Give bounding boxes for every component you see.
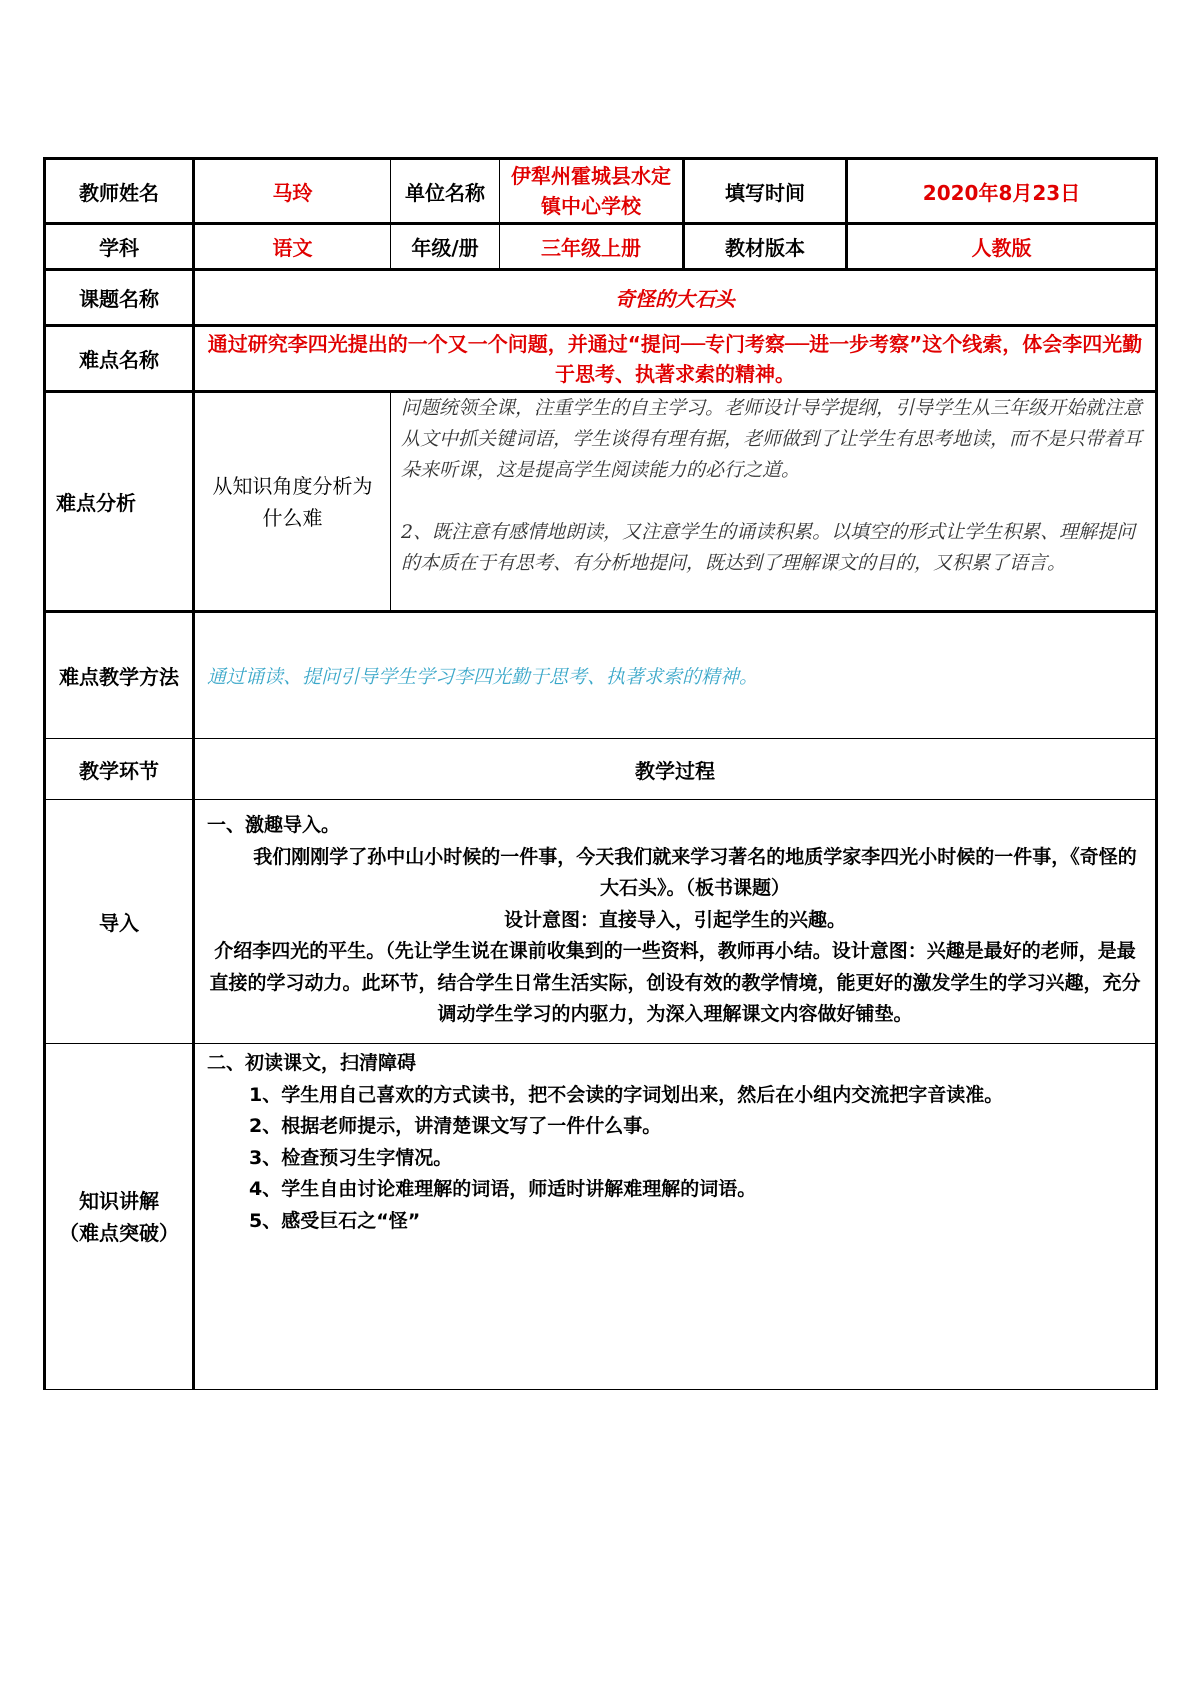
method-label: 难点教学方法 (45, 612, 194, 739)
subject-label: 学科 (45, 224, 194, 270)
knowledge-item: 4、学生自由讨论难理解的词语，师适时讲解难理解的词语。 (249, 1178, 757, 1200)
subject-value: 语文 (194, 224, 391, 270)
grade-label: 年级/册 (391, 224, 500, 270)
knowledge-item: 3、检查预习生字情况。 (249, 1146, 453, 1169)
topic-value: 奇怪的大石头 (194, 270, 1157, 326)
fill-date-value: 2020年8月23日 (847, 159, 1157, 224)
knowledge-label-line-2: （难点突破） (59, 1220, 179, 1245)
knowledge-item: 2、根据老师提示，讲清楚课文写了一件什么事。 (249, 1115, 662, 1137)
edition-label: 教材版本 (684, 224, 847, 270)
analysis-sub-label: 从知识角度分析为什么难 (194, 392, 391, 612)
knowledge-item: 1、学生用自己喜欢的方式读书，把不会读的字词划出来，然后在小组内交流把字音读准。 (249, 1083, 1004, 1106)
analysis-paragraph-1: 问题统领全课，注重学生的自主学习。老师设计导学提纲，引导学生从三年级开始就注意从文中抓关键词语，学生谈得有理有据，老师做到了让学生有思考地读，而不是只带着耳朵来听课，这是提高学生阅读能力的必行之道。 (401, 397, 1143, 481)
analysis-label: 难点分析 (45, 392, 194, 612)
knowledge-content (194, 1044, 1157, 1390)
intro-line-1: 我们刚刚学了孙中山小时候的一件事，今天我们就来学习著名的地质学家李四光小时候的一件事，《奇怪的大石头》。（板书课题） (253, 845, 1137, 899)
edition-value: 人教版 (847, 224, 1157, 270)
intro-line-3: 介绍李四光的平生。（先让学生说在课前收集到的一些资料，教师再小结。设计意图：兴趣是最好的老师，是最直接的学习动力。此环节，结合学生日常生活实际，创设有效的教学情境，能更好的激发学生的学习兴趣，充分调动学生学习的内驱力，为深入理解课文内容做好铺垫。 (209, 940, 1141, 1025)
intro-label: 导入 (45, 800, 194, 1044)
difficulty-value: 通过研究李四光提出的一个又一个问题，并通过“提问──专门考察──进一步考察”这个线索，体会李四光勤于思考、执著求索的精神。 (194, 326, 1157, 392)
fill-date-label: 填写时间 (684, 159, 847, 224)
topic-label: 课题名称 (45, 270, 194, 326)
unit-name-label: 单位名称 (391, 159, 500, 224)
analysis-paragraph-2: 2、既注意有感情地朗读，又注意学生的诵读积累。以填空的形式让学生积累、理解提问的本质在于有思考、有分析地提问，既达到了理解课文的目的，又积累了语言。 (401, 521, 1136, 574)
teacher-name-value: 马玲 (194, 159, 391, 224)
knowledge-label-line-1: 知识讲解 (79, 1188, 159, 1213)
teacher-name-label: 教师姓名 (45, 159, 194, 224)
lesson-plan-table (43, 157, 1158, 1390)
intro-content (194, 800, 1157, 1044)
process-header-label: 教学过程 (194, 739, 1157, 800)
intro-line-2: 设计意图：直接导入，引起学生的兴趣。 (503, 908, 846, 931)
intro-heading: 一、激趣导入。 (207, 814, 341, 836)
analysis-content (391, 392, 1157, 612)
difficulty-label: 难点名称 (45, 326, 194, 392)
knowledge-item: 5、感受巨石之“怪” (249, 1209, 421, 1232)
knowledge-label (45, 1044, 194, 1390)
unit-name-value: 伊犁州霍城县水定镇中心学校 (500, 159, 684, 224)
stage-header-label: 教学环节 (45, 739, 194, 800)
grade-value: 三年级上册 (500, 224, 684, 270)
method-value: 通过诵读、提问引导学生学习李四光勤于思考、执著求索的精神。 (194, 612, 1157, 739)
knowledge-heading: 二、初读课文，扫清障碍 (207, 1052, 417, 1074)
